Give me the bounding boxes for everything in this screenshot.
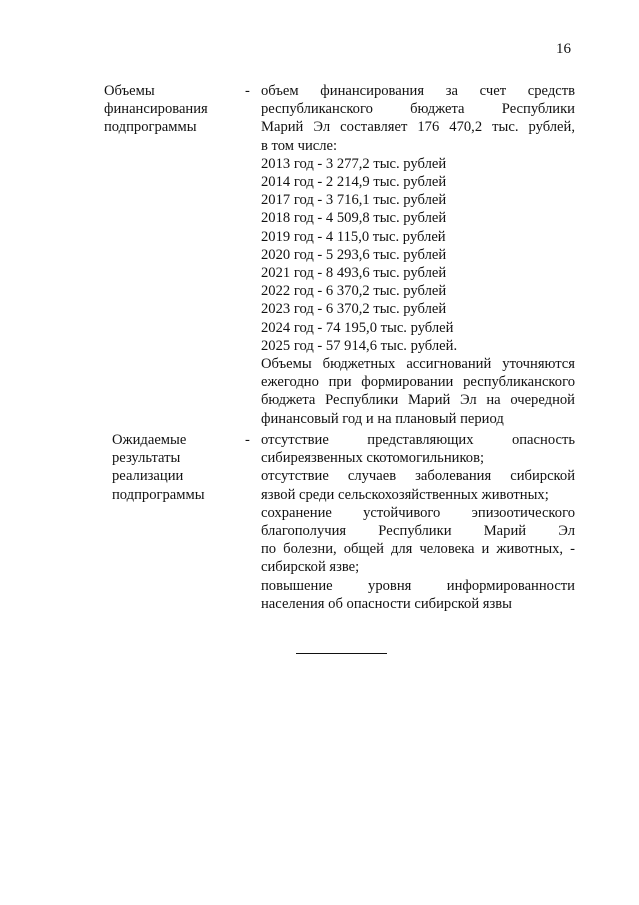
page-number: 16 <box>556 41 571 57</box>
results-line: населения об опасности сибирской язвы <box>261 595 512 612</box>
results-line: сохранение устойчивого эпизоотического <box>261 504 575 521</box>
funding-year-line: 2025 год - 57 914,6 тыс. рублей. <box>261 337 458 354</box>
results-label-line: результаты <box>112 450 181 467</box>
results-line: повышение уровня информированности <box>261 577 575 594</box>
funding-year-line: 2021 год - 8 493,6 тыс. рублей <box>261 265 447 282</box>
results-line: сибирской язве; <box>261 559 360 576</box>
funding-year-line: 2023 год - 6 370,2 тыс. рублей <box>261 301 447 318</box>
results-line: отсутствие случаев заболевания сибирской <box>261 468 575 485</box>
funding-label <box>104 82 244 137</box>
funding-content <box>261 82 575 428</box>
funding-label-line: финансирования <box>104 101 208 118</box>
funding-year-line: 2013 год - 3 277,2 тыс. рублей <box>261 155 447 172</box>
funding-note-line: бюджета Республики Марий Эл на очередной <box>261 392 575 409</box>
funding-label-line: Объемы <box>104 83 155 99</box>
funding-year-line: 2014 год - 2 214,9 тыс. рублей <box>261 174 447 191</box>
funding-note-last: финансовый год и на плановый период <box>261 410 504 427</box>
funding-year-line: 2024 год - 74 195,0 тыс. рублей <box>261 319 454 336</box>
funding-intro-line: республиканского бюджета Республики <box>261 101 575 118</box>
results-line: благополучия Республики Марий Эл <box>261 523 575 540</box>
results-line: отсутствие представляющих опасность <box>261 432 575 448</box>
funding-year-line: 2022 год - 6 370,2 тыс. рублей <box>261 283 447 300</box>
funding-year-line: 2018 год - 4 509,8 тыс. рублей <box>261 210 447 227</box>
results-label <box>112 431 244 504</box>
funding-note-line: Объемы бюджетных ассигнований уточняются <box>261 356 575 373</box>
results-line: язвой среди сельскохозяйственных животных; <box>261 486 549 503</box>
funding-intro-last: в том числе: <box>261 137 338 154</box>
results-dash: - <box>245 432 250 448</box>
end-separator-line <box>296 653 387 654</box>
funding-year-line: 2017 год - 3 716,1 тыс. рублей <box>261 192 447 209</box>
funding-year-line: 2019 год - 4 115,0 тыс. рублей <box>261 228 446 245</box>
funding-year-line: 2020 год - 5 293,6 тыс. рублей <box>261 246 447 263</box>
results-label-line: Ожидаемые <box>112 432 187 448</box>
funding-intro-line: объем финансирования за счет средств <box>261 83 575 99</box>
results-line: сибиреязвенных скотомогильников; <box>261 450 485 467</box>
funding-label-line: подпрограммы <box>104 119 197 136</box>
funding-dash: - <box>245 83 250 99</box>
results-content <box>261 431 575 613</box>
results-label-line: подпрограммы <box>112 486 205 503</box>
funding-intro-line: Марий Эл составляет 176 470,2 тыс. рублей, <box>261 119 575 136</box>
results-label-line: реализации <box>112 468 184 485</box>
results-line: по болезни, общей для человека и животных, - <box>261 541 575 558</box>
funding-note-line: ежегодно при формировании республиканского <box>261 374 575 391</box>
